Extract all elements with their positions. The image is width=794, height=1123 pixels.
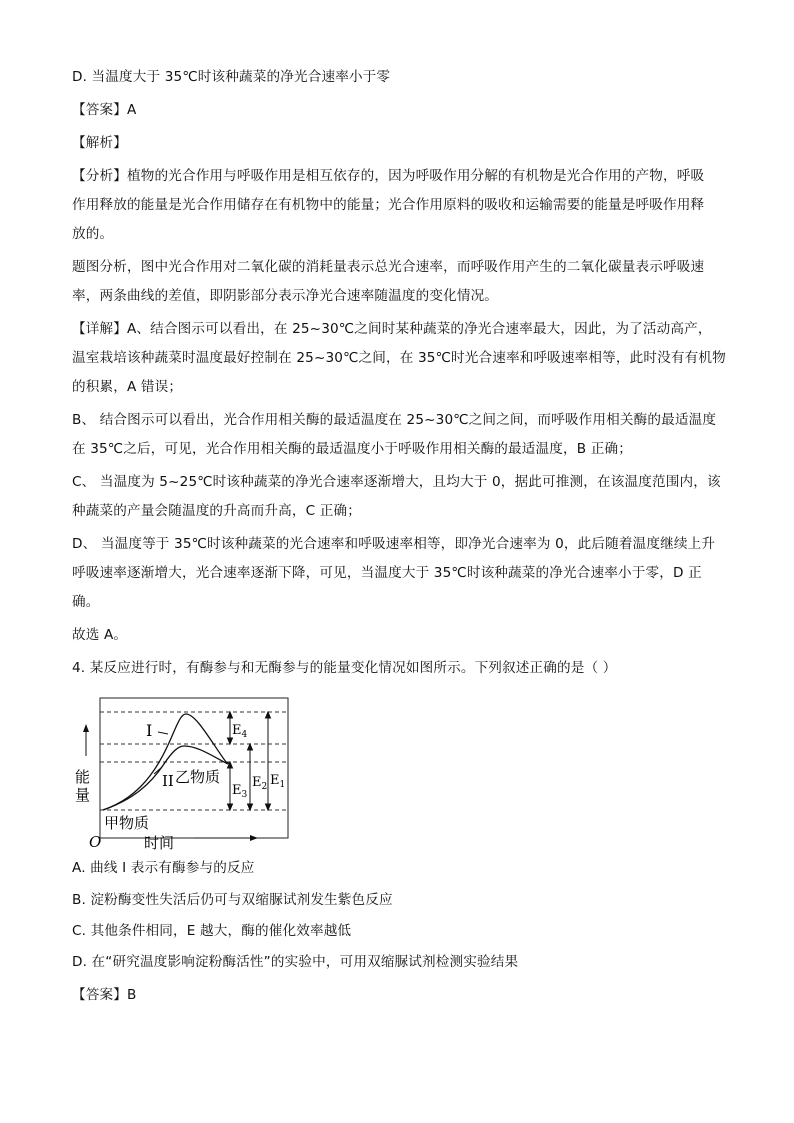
e3-arrowhead-down bbox=[228, 804, 233, 810]
option-b: B. 淀粉酶变性失活后仍可与双缩脲试剂发生紫色反应 bbox=[72, 892, 393, 908]
e2-label: $E_2$ bbox=[252, 775, 268, 792]
e1-arrowhead-down bbox=[266, 804, 271, 810]
figure-analysis: 率，两条曲线的差值，即阴影部分表示净光合速率随温度的变化情况。 bbox=[72, 288, 499, 304]
e1-label: $E_1$ bbox=[270, 773, 286, 790]
analysis-paragraph: 放的。 bbox=[72, 226, 114, 242]
option-d-prev: D. 当温度大于 35℃时该种蔬菜的净光合速率小于零 bbox=[72, 69, 391, 85]
reactant-label: 甲物质 bbox=[104, 814, 150, 832]
curve-1-pointer bbox=[158, 732, 168, 734]
analysis-paragraph: 【分析】植物的光合作用与呼吸作用是相互依存的，因为呼吸作用分解的有机物是光合作用的产物，呼吸 bbox=[72, 168, 705, 184]
energy-diagram bbox=[72, 690, 294, 850]
detail-c: 种蔬菜的产量会随温度的升高而升高，C 正确； bbox=[72, 503, 361, 519]
option-a: A. 曲线 I 表示有酶参与的反应 bbox=[72, 860, 255, 876]
detail-d: D、 当温度等于 35℃时该种蔬菜的光合速率和呼吸速率相等，即净光合速率为 0，此后随着温度继续上升 bbox=[72, 536, 716, 552]
analysis-heading: 【解析】 bbox=[72, 135, 127, 151]
figure-analysis: 题图分析，图中光合作用对二氧化碳的消耗量表示总光合速率，而呼吸作用产生的二氧化碳量表示呼吸速 bbox=[72, 259, 705, 275]
y-axis-arrowhead bbox=[83, 724, 89, 732]
conclusion: 故选 A。 bbox=[72, 627, 128, 643]
detail-c: C、 当温度为 5~25℃时该种蔬菜的净光合速率逐渐增大，且均大于 0，据此可推测，在该温度范围内，该 bbox=[72, 474, 721, 490]
e4-label: $E_4$ bbox=[232, 723, 248, 740]
e1-arrowhead-up bbox=[266, 712, 271, 718]
curve-1-label: I bbox=[146, 721, 153, 740]
x-axis-arrowhead bbox=[250, 835, 258, 841]
x-axis-label: 时间 bbox=[144, 834, 175, 850]
detail-d: 呼吸速率逐渐增大，光合速率逐渐下降，可见，当温度大于 35℃时该种蔬菜的净光合速率小于零，D 正 bbox=[72, 565, 702, 581]
curve-2-label: II bbox=[162, 772, 174, 790]
e3-label: $E_3$ bbox=[232, 783, 248, 800]
e2-arrowhead-up bbox=[248, 744, 253, 750]
e2-arrowhead-down bbox=[248, 804, 253, 810]
detail-paragraph: 温室栽培该种蔬菜时温度最好控制在 25~30℃之间，在 35℃时光合速率和呼吸速率相等，此时没有有机物 bbox=[72, 350, 726, 366]
detail-d: 确。 bbox=[72, 594, 100, 610]
detail-paragraph: 的积累，A 错误； bbox=[72, 379, 183, 395]
analysis-paragraph: 作用释放的能量是光合作用储存在有机物中的能量；光合作用原料的吸收和运输需要的能量是呼吸作用释 bbox=[72, 197, 705, 213]
detail-b: B、 结合图示可以看出，光合作用相关酶的最适温度在 25~30℃之间之间，而呼吸作用相关酶的最适温度 bbox=[72, 412, 717, 428]
answer-label-prev: 【答案】A bbox=[72, 102, 137, 118]
y-axis-label: 能 bbox=[75, 768, 91, 786]
e4-arrowhead-down bbox=[228, 738, 233, 744]
question-4-stem: 4. 某反应进行时，有酶参与和无酶参与的能量变化情况如图所示。下列叙述正确的是（ ） bbox=[72, 660, 617, 676]
y-axis-label: 量 bbox=[75, 786, 91, 804]
option-c: C. 其他条件相同，E 越大，酶的催化效率越低 bbox=[72, 923, 352, 939]
detail-b: 在 35℃之后，可见，光合作用相关酶的最适温度小于呼吸作用相关酶的最适温度，B 正确； bbox=[72, 441, 632, 457]
detail-paragraph: 【详解】A、结合图示可以看出，在 25~30℃之间时某种蔬菜的净光合速率最大，因此，为了活动高产， bbox=[72, 321, 712, 337]
origin-label: O bbox=[89, 833, 102, 850]
product-label: 乙物质 bbox=[175, 768, 221, 786]
option-d: D. 在“研究温度影响淀粉酶活性”的实验中，可用双缩脲试剂检测实验结果 bbox=[72, 954, 519, 970]
answer-label: 【答案】B bbox=[72, 987, 137, 1003]
e4-arrowhead-up bbox=[228, 712, 233, 718]
